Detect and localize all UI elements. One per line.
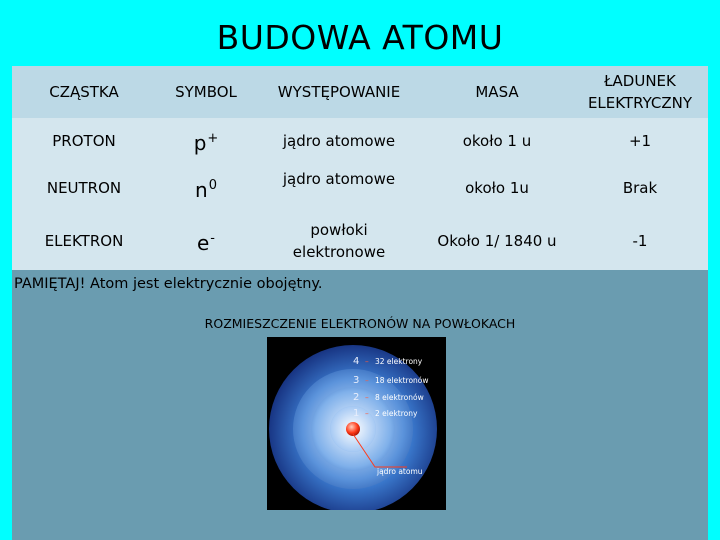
shell-dash: – (365, 409, 369, 418)
shell-label: 8 elektronów (375, 393, 424, 402)
particle-location: jądro atomowe (256, 118, 422, 164)
shell-dash: – (365, 357, 369, 366)
shell-dash: – (365, 376, 369, 385)
particle-charge: -1 (572, 212, 708, 270)
particle-name: PROTON (12, 118, 156, 164)
page-title: BUDOWA ATOMU (216, 18, 504, 57)
nucleus-label: jądro atomu (377, 467, 423, 476)
particle-charge: +1 (572, 118, 708, 164)
reminder-note: PAMIĘTAJ! Atom jest elektrycznie obojętny. (14, 276, 323, 292)
table-row (12, 164, 708, 212)
particles-table (12, 66, 708, 270)
header-particle: CZĄSTKA (12, 66, 156, 118)
particle-mass: około 1 u (422, 118, 572, 164)
shell-label: 2 elektrony (375, 409, 418, 418)
nucleus (346, 422, 360, 436)
shell-number: 1 (353, 408, 360, 419)
shell-number: 2 (353, 392, 360, 403)
particle-mass: około 1u (422, 164, 572, 212)
shell-number: 3 (353, 375, 360, 386)
shell-number: 4 (353, 356, 360, 367)
shell-label: 18 elektronów (375, 376, 429, 385)
atom-shell-illustration (267, 337, 446, 510)
shell-label: 32 elektrony (375, 357, 423, 366)
particle-mass: Około 1/ 1840 u (422, 212, 572, 270)
header-charge: ŁADUNEK ELEKTRYCZNY (572, 66, 708, 118)
particle-name: NEUTRON (12, 164, 156, 212)
particle-symbol: p+ (156, 118, 256, 164)
particle-location: jądro atomowe (256, 164, 422, 212)
table-row (12, 212, 708, 270)
particle-charge: Brak (572, 164, 708, 212)
header-mass: MASA (422, 66, 572, 118)
diagram-title: ROZMIESZCZENIE ELEKTRONÓW NA POWŁOKACH (204, 316, 516, 331)
particle-symbol: e- (156, 212, 256, 270)
table-row (12, 118, 708, 164)
particle-location: powłoki elektronowe (256, 212, 422, 270)
shell-dash: – (365, 393, 369, 402)
particle-name: ELEKTRON (12, 212, 156, 270)
header-symbol: SYMBOL (156, 66, 256, 118)
particle-symbol: $n^0$ (156, 164, 256, 212)
atom-shell-diagram (267, 337, 446, 510)
header-location: WYSTĘPOWANIE (256, 66, 422, 118)
table-header-row (12, 66, 708, 118)
